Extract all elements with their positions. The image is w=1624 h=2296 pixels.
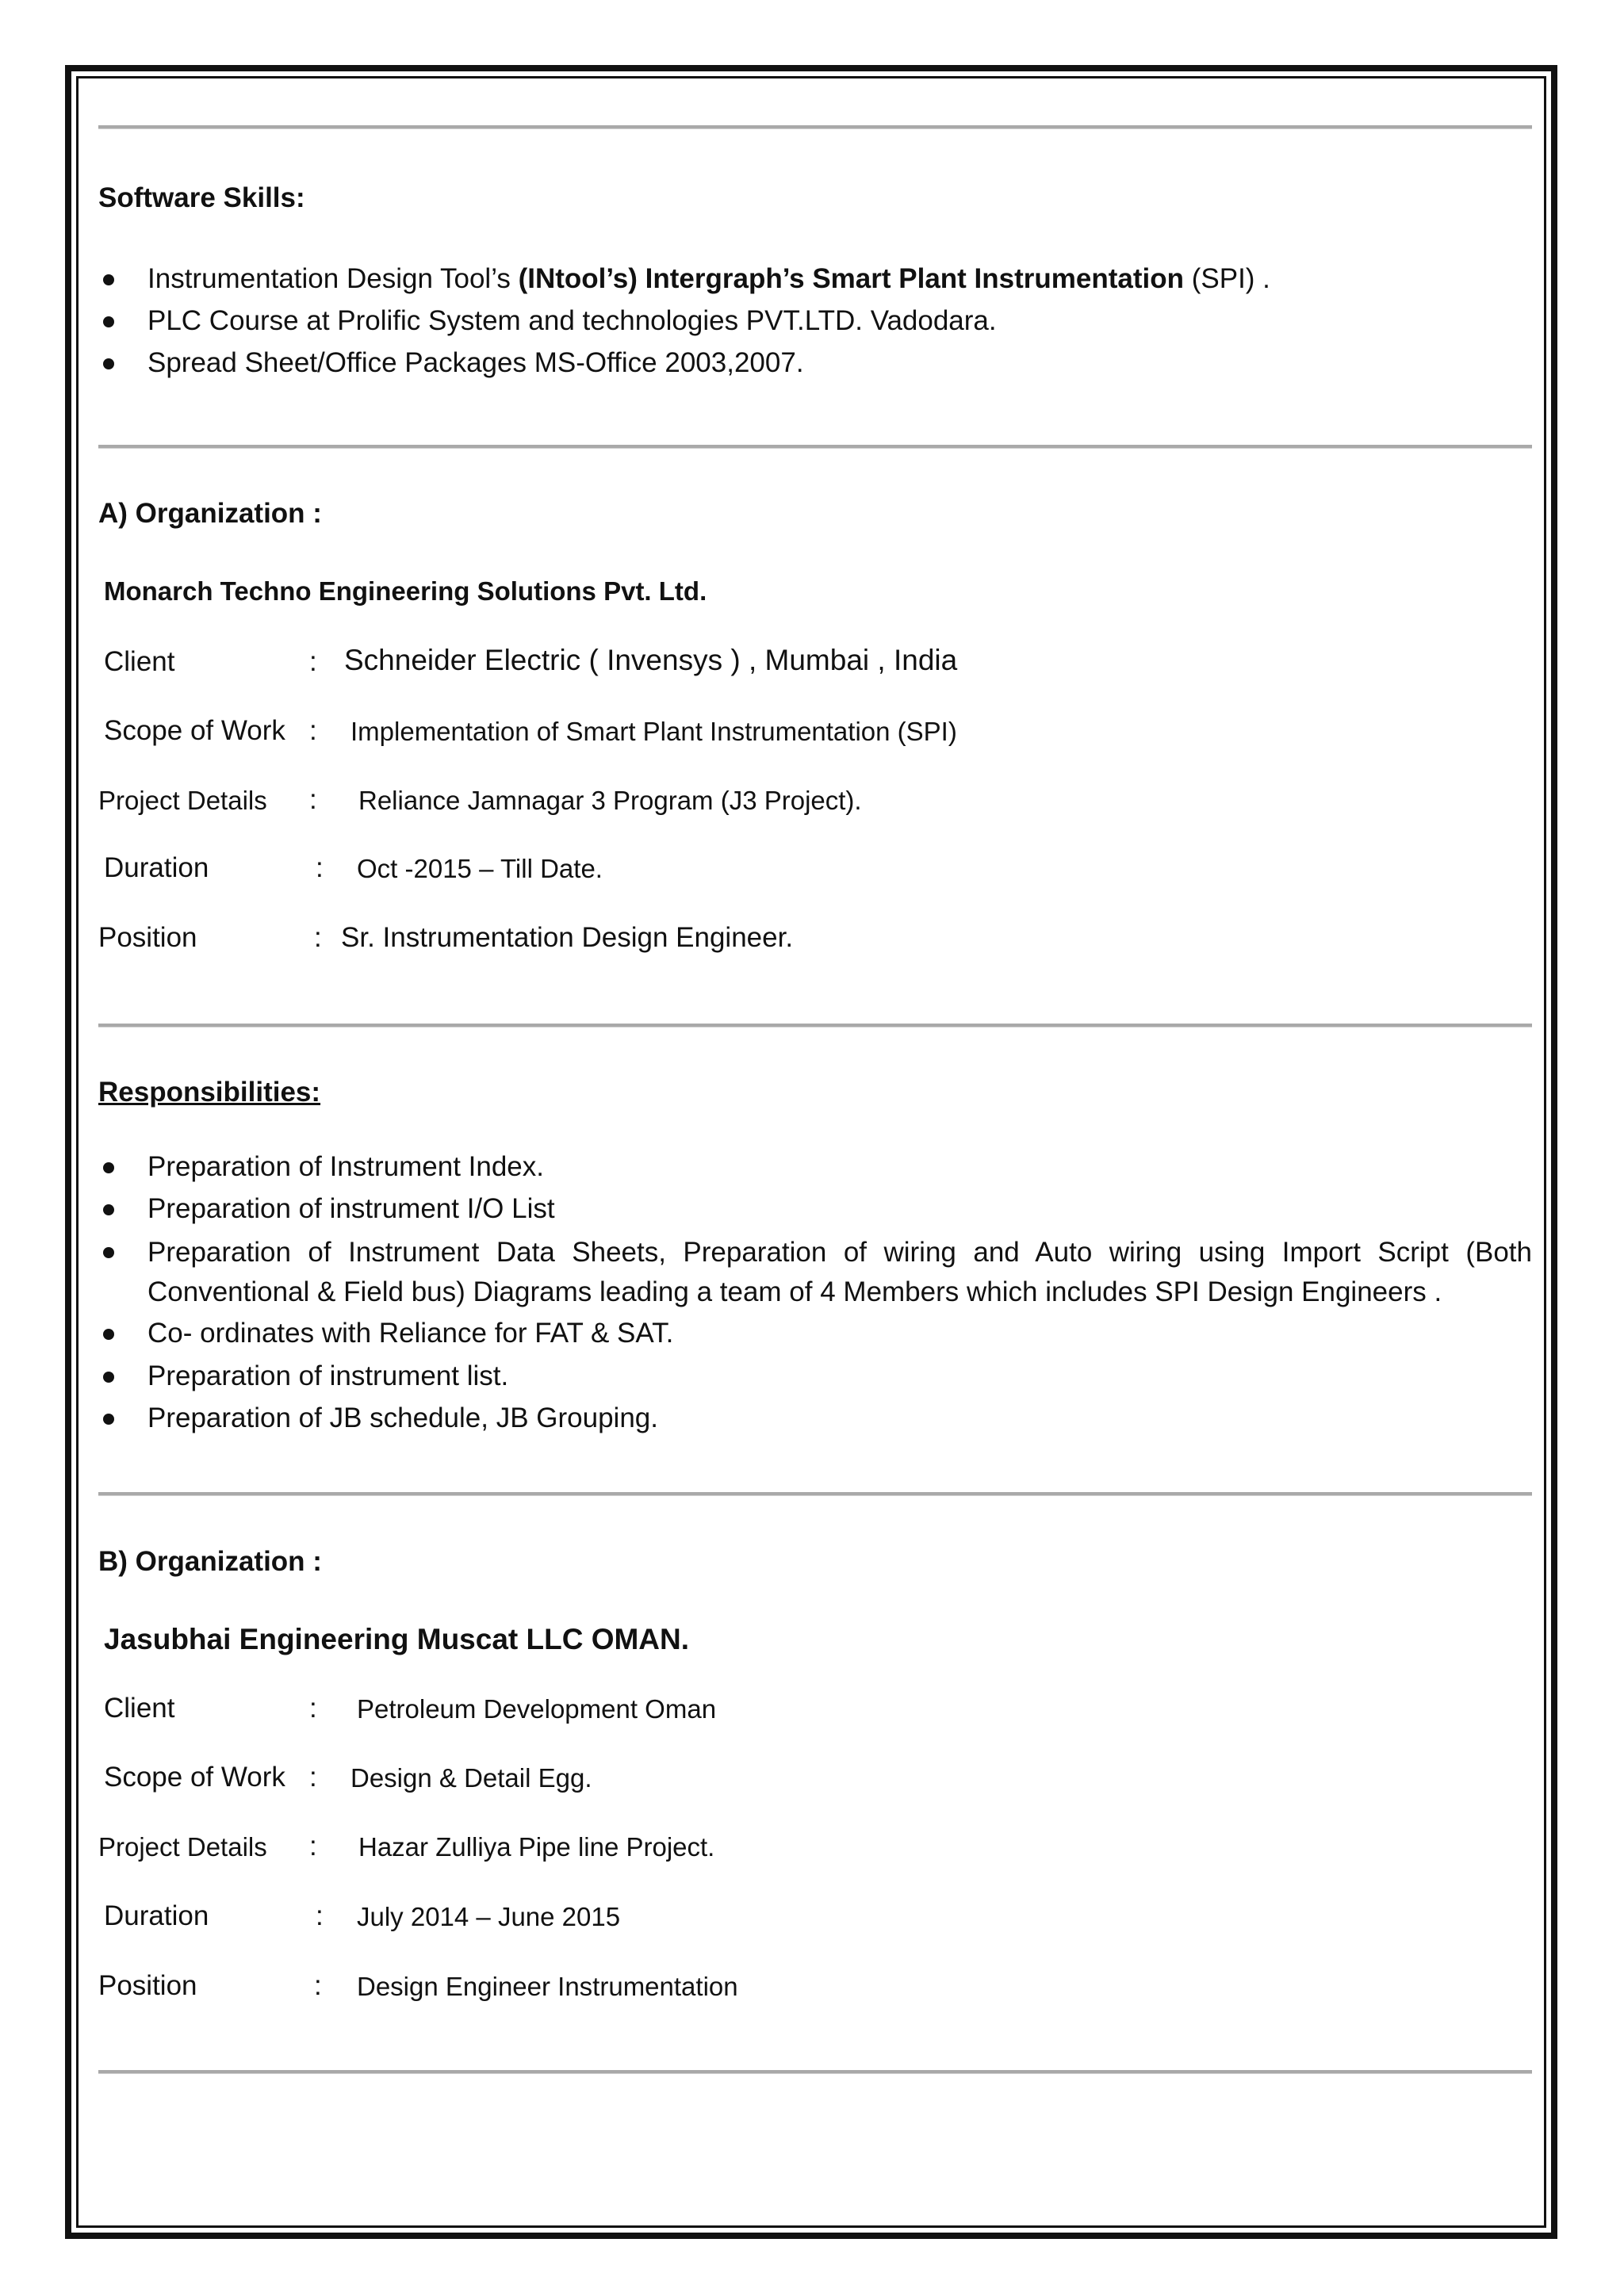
org-a-value-project: Reliance Jamnagar 3 Program (J3 Project).	[358, 786, 862, 815]
responsibility-item: Preparation of Instrument Index.	[147, 1151, 544, 1182]
responsibility-item: Preparation of Instrument Data Sheets, Preparation of wiring and Auto wiring using Import Script (Both Conventional & Field bus) Diagrams leading a team of 4 Members which includes SPI Design Engineers .	[147, 1237, 1532, 1307]
org-b-colon: :	[314, 1970, 322, 2001]
bullet-icon	[103, 274, 114, 285]
org-b-value-duration: July 2014 – June 2015	[357, 1902, 621, 1931]
responsibility-item: Preparation of JB schedule, JB Grouping.	[147, 1402, 658, 1433]
divider-rule	[98, 1492, 1532, 1496]
org-a-colon: :	[309, 715, 317, 746]
org-a-label-scope: Scope of Work	[104, 715, 285, 746]
org-b-heading: B) Organization :	[98, 1546, 322, 1577]
org-a-colon: :	[309, 784, 317, 815]
software-skill-item: PLC Course at Prolific System and technologies PVT.LTD. Vadodara.	[147, 305, 997, 336]
org-a-value-scope: Implementation of Smart Plant Instrumentation (SPI)	[350, 717, 957, 746]
org-b-colon: :	[309, 1831, 317, 1862]
org-a-heading: A) Organization :	[98, 498, 322, 529]
org-a-value-duration: Oct -2015 – Till Date.	[357, 854, 603, 883]
responsibility-item: Co- ordinates with Reliance for FAT & SAT.	[147, 1318, 674, 1349]
software-skill-item: Spread Sheet/Office Packages MS-Office 2003,2007.	[147, 347, 804, 378]
divider-rule	[98, 1024, 1532, 1027]
org-a-colon: :	[316, 852, 324, 883]
divider-rule	[98, 445, 1532, 449]
bullet-icon	[103, 1162, 114, 1173]
org-a-value-position: Sr. Instrumentation Design Engineer.	[341, 922, 794, 953]
bullet-icon	[103, 1372, 114, 1383]
bullet-icon	[103, 1329, 114, 1340]
org-b-label-position: Position	[98, 1970, 197, 2001]
org-b-label-project: Project Details	[98, 1832, 267, 1862]
divider-rule	[98, 2070, 1532, 2074]
org-b-colon: :	[316, 1900, 324, 1931]
org-b-colon: :	[309, 1762, 317, 1793]
org-b-label-client: Client	[104, 1693, 175, 1724]
org-b-value-project: Hazar Zulliya Pipe line Project.	[358, 1832, 715, 1862]
org-a-label-duration: Duration	[104, 852, 209, 883]
bullet-icon	[103, 1204, 114, 1215]
org-b-label-scope: Scope of Work	[104, 1762, 285, 1793]
bullet-icon	[103, 1247, 114, 1258]
bullet-icon	[103, 1414, 114, 1425]
bullet-icon	[103, 358, 114, 369]
org-b-colon: :	[309, 1693, 317, 1724]
org-a-colon: :	[309, 646, 317, 677]
software-skills-heading: Software Skills:	[98, 182, 305, 213]
org-b-label-duration: Duration	[104, 1900, 209, 1931]
org-b-value-client: Petroleum Development Oman	[357, 1694, 717, 1724]
org-b-value-scope: Design & Detail Egg.	[350, 1763, 592, 1793]
org-b-company: Jasubhai Engineering Muscat LLC OMAN.	[104, 1623, 690, 1655]
divider-rule	[98, 125, 1532, 129]
org-a-value-client: Schneider Electric ( Invensys ) , Mumbai , India	[344, 644, 958, 676]
org-a-label-client: Client	[104, 646, 175, 677]
responsibility-item: Preparation of instrument list.	[147, 1360, 509, 1391]
bullet-icon	[103, 316, 114, 327]
org-a-company: Monarch Techno Engineering Solutions Pvt. Ltd.	[104, 576, 707, 606]
org-b-value-position: Design Engineer Instrumentation	[357, 1972, 738, 2001]
responsibilities-heading: Responsibilities:	[98, 1077, 321, 1108]
org-a-label-position: Position	[98, 922, 197, 953]
responsibility-item: Preparation of instrument I/O List	[147, 1193, 555, 1224]
org-a-colon: :	[314, 922, 322, 953]
org-a-label-project: Project Details	[98, 786, 267, 815]
software-skill-item: Instrumentation Design Tool’s (INtool’s) Intergraph’s Smart Plant Instrumentation (SPI) .	[147, 263, 1270, 294]
